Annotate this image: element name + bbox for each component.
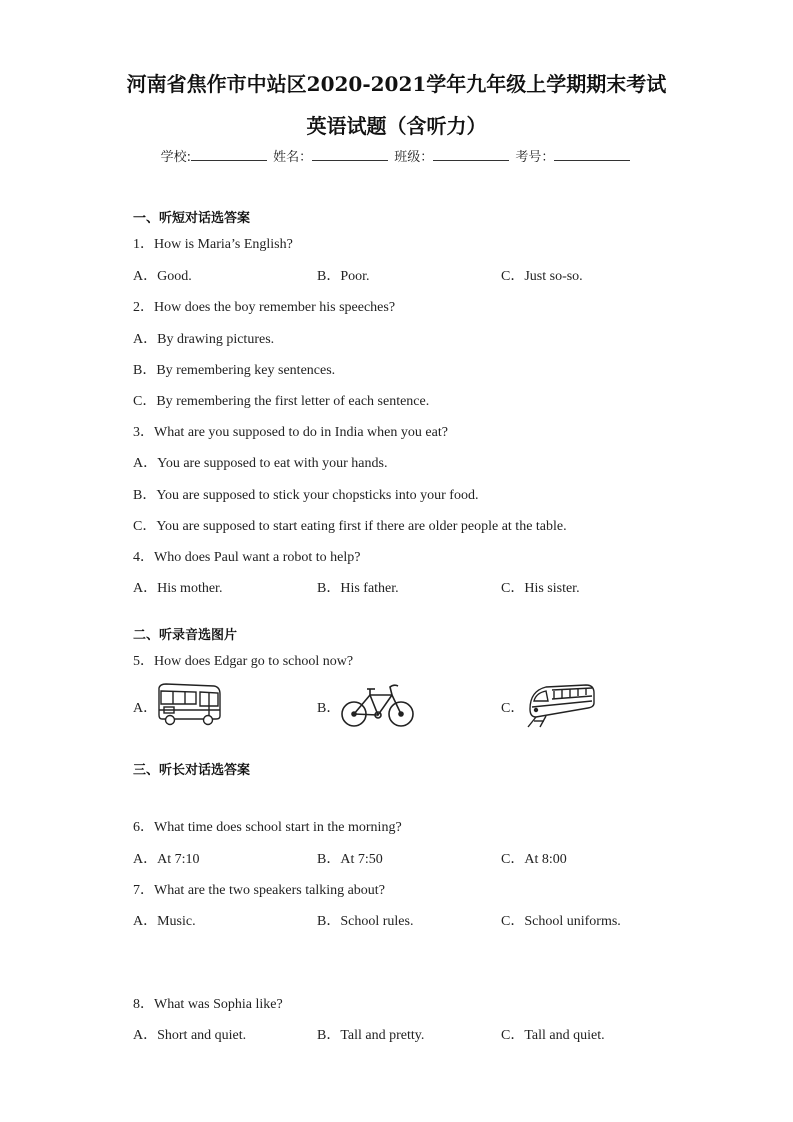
option-b[interactable]: B．His father.: [317, 581, 399, 596]
section-heading: 三、听长对话选答案: [133, 763, 251, 778]
option-a[interactable]: A．Good.: [133, 269, 192, 284]
option-b[interactable]: B．Poor.: [317, 269, 370, 284]
section-heading: 一、听短对话选答案: [133, 211, 251, 226]
option-b[interactable]: B．You are supposed to stick your chopsticks into your food.: [133, 488, 479, 503]
option-a[interactable]: A．At 7:10: [133, 852, 200, 867]
exam-subtitle: 英语试题（含听力）: [306, 114, 487, 138]
option-b[interactable]: B．By remembering key sentences.: [133, 363, 336, 378]
question-stem: 8．What was Sophia like?: [133, 997, 283, 1012]
option-a[interactable]: A．You are supposed to eat with your hands.: [133, 456, 388, 471]
option-a[interactable]: A．Music.: [133, 914, 196, 929]
question-stem: 3．What are you supposed to do in India when you eat?: [133, 425, 448, 440]
question-stem: 7．What are the two speakers talking about?: [133, 883, 385, 898]
train-icon[interactable]: [524, 679, 598, 729]
option-c[interactable]: C．His sister.: [501, 581, 580, 596]
question-stem: 1．How is Maria’s English?: [133, 237, 293, 252]
name-label: 姓名：: [273, 150, 313, 165]
school-label: 学校:: [160, 150, 191, 165]
option-b[interactable]: B．School rules.: [317, 914, 414, 929]
option-c[interactable]: C．You are supposed to start eating first if there are older people at the table.: [133, 519, 567, 534]
option-c[interactable]: C．By remembering the first letter of each sentence.: [133, 394, 430, 409]
option-b[interactable]: B．At 7:50: [317, 852, 383, 867]
school-blank[interactable]: [191, 148, 267, 161]
number-blank[interactable]: [554, 148, 630, 161]
option-a[interactable]: A．By drawing pictures.: [133, 332, 275, 347]
option-a[interactable]: A．: [133, 701, 158, 716]
option-c[interactable]: C．Tall and quiet.: [501, 1028, 605, 1043]
bus-icon[interactable]: [156, 682, 224, 726]
option-b[interactable]: B．Tall and pretty.: [317, 1028, 425, 1043]
option-c[interactable]: C．Just so-so.: [501, 269, 583, 284]
number-label: 考号：: [515, 150, 555, 165]
question-stem: 4．Who does Paul want a robot to help?: [133, 550, 361, 565]
class-blank[interactable]: [433, 148, 509, 161]
option-c[interactable]: C．At 8:00: [501, 852, 567, 867]
section-heading: 二、听录音选图片: [133, 628, 238, 643]
class-label: 班级：: [394, 150, 434, 165]
student-info-line: [0, 146, 793, 165]
question-stem: 6．What time does school start in the morning?: [133, 820, 402, 835]
option-c[interactable]: C．School uniforms.: [501, 914, 621, 929]
bicycle-icon[interactable]: [340, 681, 416, 729]
option-a[interactable]: A．His mother.: [133, 581, 223, 596]
option-a[interactable]: A．Short and quiet.: [133, 1028, 247, 1043]
option-b[interactable]: B．: [317, 701, 341, 716]
question-stem: 2．How does the boy remember his speeches?: [133, 300, 396, 315]
question-stem: 5．How does Edgar go to school now?: [133, 654, 354, 669]
exam-title: 河南省焦作市中站区2020-2021学年九年级上学期期末考试: [126, 72, 667, 96]
name-blank[interactable]: [312, 148, 388, 161]
option-c[interactable]: C．: [501, 701, 525, 716]
